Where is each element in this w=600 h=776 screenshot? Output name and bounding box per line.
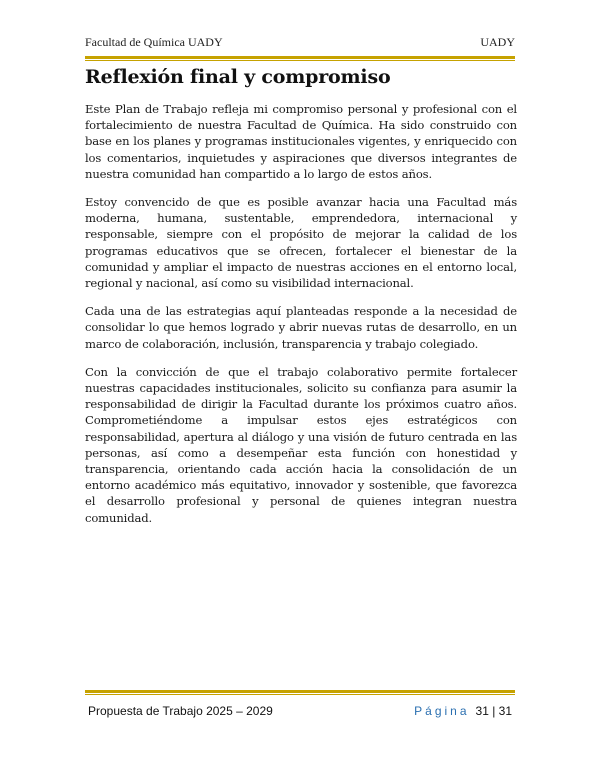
header-left-text: Facultad de Química UADY (85, 35, 223, 49)
paragraph: Estoy convencido de que es posible avanzar hacia una Facultad más moderna, humana, sustentable, emprendedora, internacional y responsable, siempre con el propósito de mejorar la calidad de los programas educativos que se ofrecen, fortalecer el bienestar de la comunidad y ampliar el impacto de nuestras acciones en el entorno local, regional y nacional, así como su visibilidad internacional. (85, 195, 517, 291)
paragraph: Cada una de las estrategias aquí planteadas responde a la necesidad de consolidar lo que hemos logrado y abrir nuevas rutas de desarrollo, en un marco de colaboración, inclusión, transparencia y trabajo colegiado. (85, 304, 517, 351)
paragraph: Con la convicción de que el trabajo colaborativo permite fortalecer nuestras capacidades institucionales, solicito su confianza para asumir la responsabilidad de dirigir la Facultad durante los próximos cuatro años. Comprometiéndome a impulsar estos ejes estratégicos con responsabilidad, apertura al diálogo y una visión de futuro centrada en las personas, así como a desempeñar esta función con honestidad y transparencia, orientando cada acción hacia la consolidación de un entorno académico más equitativo, innovador y sostenible, que favorezca el desarrollo profesional y personal de quienes integran nuestra comunidad. (85, 364, 517, 525)
page-word: Página (414, 704, 470, 718)
body-text (85, 101, 517, 538)
section-title: Reflexión final y compromiso (85, 66, 391, 88)
page-header (85, 35, 515, 50)
page-number: 31 | 31 (475, 704, 512, 718)
header-right-text: UADY (480, 35, 515, 49)
page-footer (88, 704, 512, 718)
page-indicator (414, 704, 512, 718)
paragraph: Este Plan de Trabajo refleja mi compromiso personal y profesional con el fortalecimiento de nuestra Facultad de Química. Ha sido construido con base en los planes y programas institucionales vigentes, y enriquecido con los comentarios, inquietudes y aspiraciones que diversos integrantes de nuestra comunidad han compartido a lo largo de estos años. (85, 102, 517, 181)
footer-rule (85, 690, 515, 693)
header-rule (85, 56, 515, 59)
footer-left-text: Propuesta de Trabajo 2025 – 2029 (88, 704, 273, 718)
